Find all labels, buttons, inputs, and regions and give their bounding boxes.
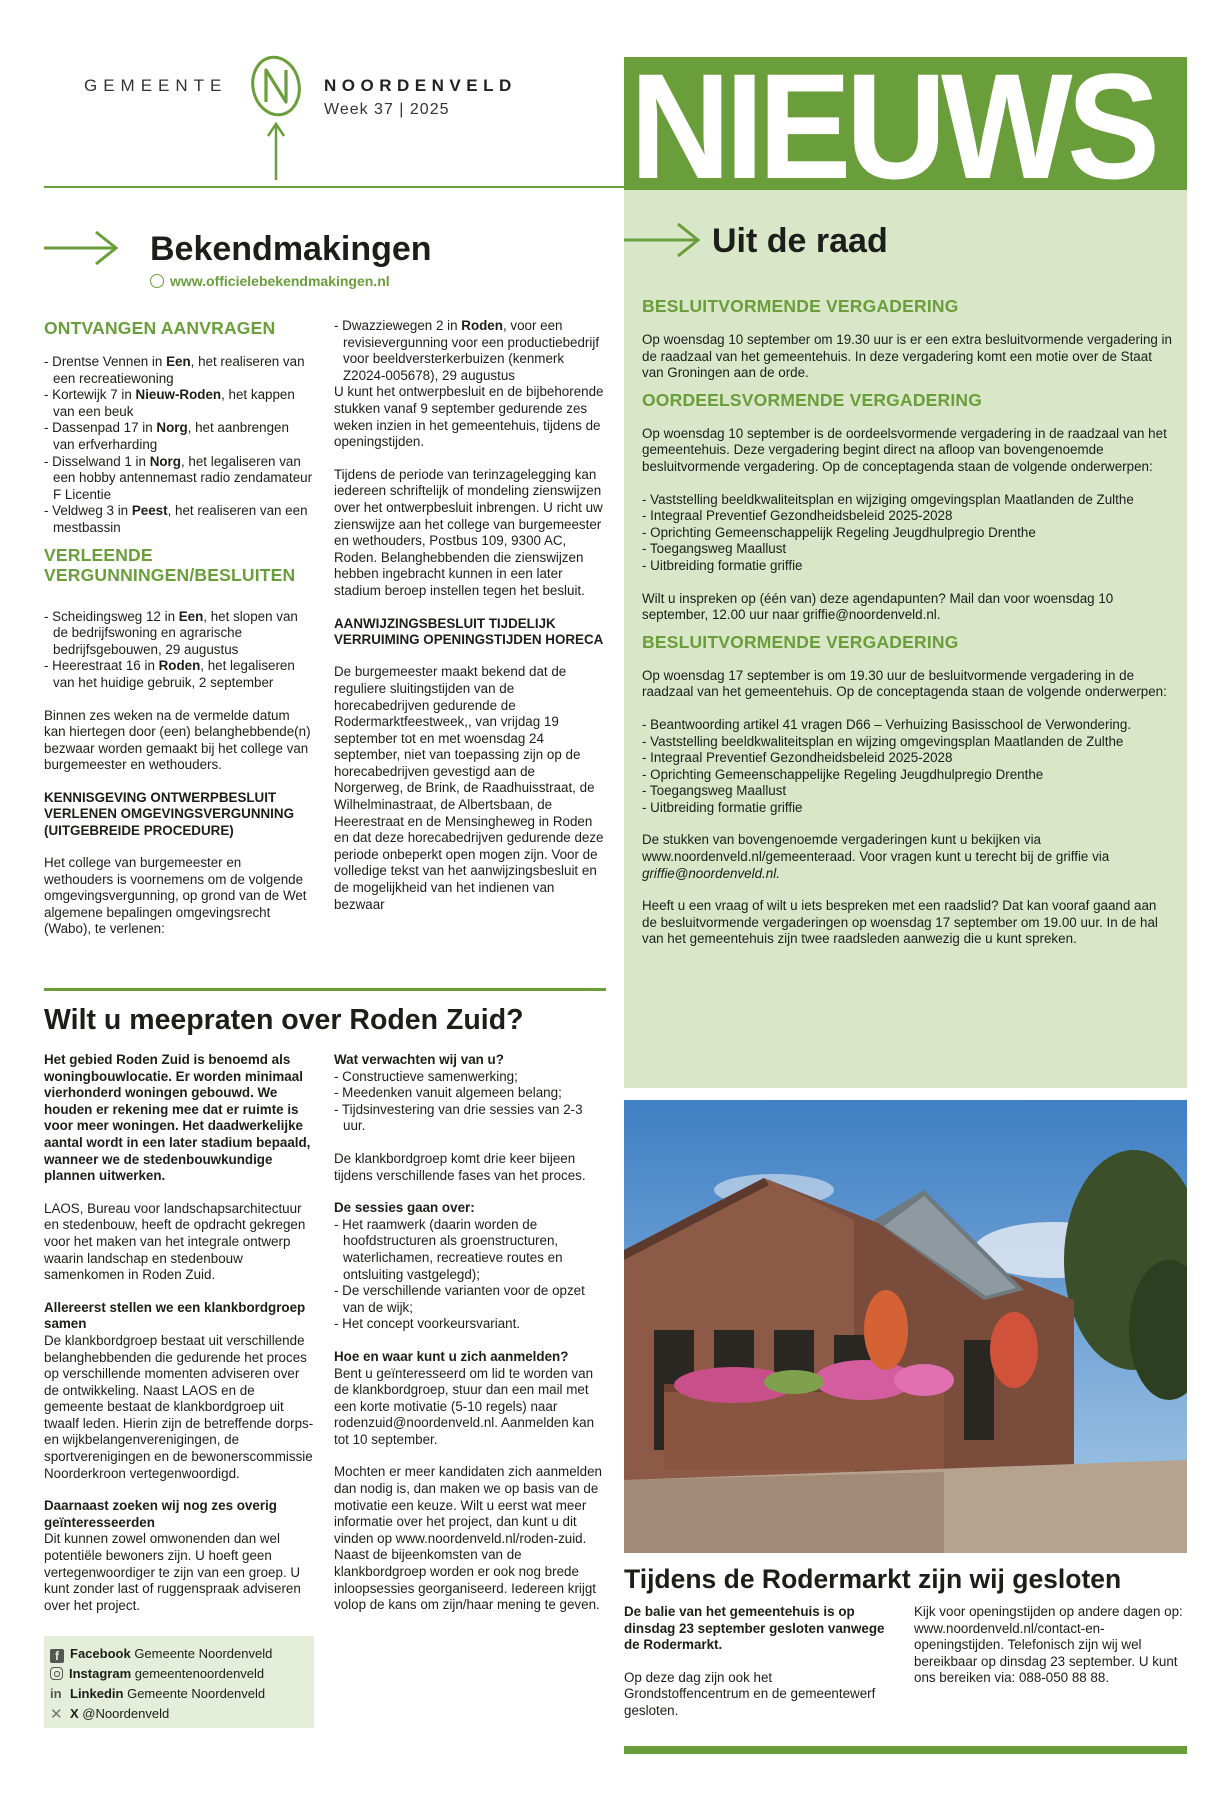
gemeentehuis-photo xyxy=(624,1100,1187,1553)
klankbord-heading: Allereerst stellen we een klankbordgroep samen xyxy=(44,1299,306,1332)
bekendmakingen-arrow-icon xyxy=(44,228,120,268)
klankbord-text: De klankbordgroep bestaat uit verschillende belanghebbenden die gedurende het proces op verschillende momenten adviseren over de ontwikkeling. Naast LAOS en de gemeente bestaat de klankbordgroep uit twaalf leden. Hierin zijn de betreffende dorps- en wijkbelangenverenigingen, de sportverenigingen en de bewonerscommissie Noorderkroon vertegenwoordigd. xyxy=(44,1332,314,1481)
bekendmakingen-column-2 xyxy=(334,318,606,913)
linkedin-icon: in xyxy=(50,1686,62,1701)
sessies-item: - Het concept voorkeursvariant. xyxy=(334,1316,521,1332)
social-x[interactable]: ✕ X @Noordenveld xyxy=(50,1706,170,1723)
oordeelsvormende-text: Op woensdag 10 september is de oordeelsvormende vergadering in de raadzaal van het gemeentehuis. Deze vergadering begint direct na afloop van bovengenoemde besluitvormende vergadering. Op de conceptagenda staan de volgende onderwerpen: xyxy=(642,425,1167,474)
roden-zuid-column-2 xyxy=(334,1052,606,1614)
social-facebook[interactable]: f Facebook Gemeente Noordenveld xyxy=(50,1644,314,1664)
bekendmakingen-column-1 xyxy=(44,318,314,938)
oordeelsvormende-heading: OORDEELSVORMENDE VERGADERING xyxy=(642,389,983,410)
gemeente-label: GEMEENTE xyxy=(84,76,228,95)
overig-heading: Daarnaast zoeken wij nog zes overig geïnteresseerden xyxy=(44,1498,277,1530)
rodermarkt-column-1 xyxy=(624,1604,896,1720)
verleende-heading: VERLEENDE VERGUNNINGEN/BESLUITEN xyxy=(44,544,296,585)
roden-zuid-column-1 xyxy=(44,1052,316,1614)
kennisgeving-heading: KENNISGEVING ONTWERPBESLUIT VERLENEN OMGEVINGSVERGUNNING (UITGEBREIDE PROCEDURE) xyxy=(44,789,294,838)
x-icon: ✕ xyxy=(50,1706,63,1723)
agenda-item: - Uitbreiding formatie griffie xyxy=(642,557,803,573)
agenda-item: - Toegangsweg Maallust xyxy=(642,783,787,799)
rodermarkt-title: Tijdens de Rodermarkt zijn wij gesloten xyxy=(624,1564,1122,1594)
oordeelsvormende-agenda xyxy=(642,492,1172,575)
agenda-item: - Beantwoording artikel 41 vragen D66 – Verhuizing Basisschool de Verwondering. xyxy=(642,716,1132,732)
roden-zuid-intro: Het gebied Roden Zuid is benoemd als woningbouwlocatie. Er worden minimaal vierhonderd woningen gebouwd. We houden er rekening mee dat er ruimte is voor meer woningen. Het daadwerkelijke aantal wordt in een later stadium bepaald, wanneer we de stedenbouwkundige plannen uitwerken. xyxy=(44,1052,311,1184)
agenda-item: - Oprichting Gemeenschappelijke Regeling Jeugdhulpregio Drenthe xyxy=(642,766,1044,782)
social-box xyxy=(44,1636,314,1728)
bekendmakingen-title: Bekendmakingen xyxy=(150,230,432,268)
aanmelden-text: Bent u geïnteresseerd om lid te worden van de klankbordgroep, stuur dan een mail met een korte motivatie (5-10 regels) naar rodenzuid@noordenveld.nl. Aanmelden kan tot 10 september. xyxy=(334,1365,595,1447)
sessies-item: - De verschillende varianten voor de opzet van de wijk; xyxy=(334,1283,585,1315)
besluitvormende-text-2: Op woensdag 17 september is om 19.30 uur de besluitvormende vergadering in de raadzaal van het gemeentehuis. Op de conceptagenda staan de volgende onderwerpen: xyxy=(642,667,1167,700)
masthead-rule xyxy=(44,186,624,188)
inspreken-text: Wilt u inspreken op (één van) deze agendapunten? Mail dan voor woensdag 10 september, 12.00 uur naar griffie@noordenveld.nl. xyxy=(642,590,1114,623)
verwachten-item: - Tijdsinvestering van drie sessies van 2-3 uur. xyxy=(334,1101,583,1134)
nieuws-banner xyxy=(624,57,1187,190)
uit-de-raad-content xyxy=(642,296,1172,948)
overig-text: Dit kunnen zowel omwonenden dan wel potentiële bewoners zijn. U hoeft geen vertegenwoordiger te zijn van een groep. U kunt zonder last of ruggenspraak adviseren over het project. xyxy=(44,1531,301,1613)
grondstoffen-text: Op deze dag zijn ook het Grondstoffencentrum en de gemeentewerf gesloten. xyxy=(624,1669,876,1718)
agenda-item: - Vaststelling beeldkwaliteitsplan en wijziging omgevingsplan Maatlanden de Zulthe xyxy=(642,491,1134,507)
section-divider xyxy=(44,988,606,991)
stukken-text: De stukken van bovengenoemde vergaderingen kunt u bekijken via www.noordenveld.nl/gemeenteraad. Voor vragen kunt u terecht bij de griffie via griffie@noordenveld.nl. xyxy=(642,832,1110,881)
week-label: Week 37 | 2025 xyxy=(324,101,450,118)
bekendmakingen-website[interactable]: www.officielebekendmakingen.nl xyxy=(150,273,390,289)
ontvangen-heading: ONTVANGEN AANVRAGEN xyxy=(44,318,276,338)
noordenveld-label: NOORDENVELD xyxy=(324,76,517,95)
verleende-list xyxy=(44,609,314,692)
social-instagram[interactable]: Instagram gemeentenoordenveld xyxy=(50,1664,314,1684)
ontvangen-list xyxy=(44,354,314,537)
uit-de-raad-title: Uit de raad xyxy=(712,222,888,260)
agenda-item: - Oprichting Gemeenschappelijk Regeling Jeugdhulpregio Drenthe xyxy=(642,524,1036,540)
besluitvormende-text-1: Op woensdag 10 september om 19.30 uur is er een extra besluitvormende vergadering in de raadzaal van het gemeentehuis. In deze vergadering komt een motie over de Staat van Groningen aan de orde. xyxy=(642,332,1172,381)
rodermarkt-column-2 xyxy=(914,1604,1186,1687)
inzien-text: U kunt het ontwerpbesluit en de bijbehorende stukken vanaf 9 september gedurende zes weken inzien in het gemeentehuis, tijdens de openingstijden. xyxy=(334,384,604,450)
aanmelden-heading: Hoe en waar kunt u zich aanmelden? xyxy=(334,1348,569,1364)
aanwijzing-heading: AANWIJZINGSBESLUIT TIJDELIJK VERRUIMING OPENINGSTIJDEN HORECA xyxy=(334,615,604,647)
rodermarkt-intro: De balie van het gemeentehuis is op dinsdag 23 september gesloten vanwege de Rodermarkt. xyxy=(624,1604,885,1653)
list-item: - Scheidingsweg 12 in Een, het slopen van de bedrijfswoning en agrarische bedrijfsgebouwen, 29 augustus xyxy=(44,608,298,657)
agenda-item: - Toegangsweg Maallust xyxy=(642,541,787,557)
uit-de-raad-arrow-icon xyxy=(624,220,702,260)
besluitvormende-agenda xyxy=(642,717,1172,817)
laos-text: LAOS, Bureau voor landschapsarchitectuur en stedenbouw, heeft de opdracht gekregen voor het maken van het integrale ontwerp waarin landschap en stedenbouw samenkomen in Roden Zuid. xyxy=(44,1200,306,1283)
footer-rule xyxy=(624,1746,1187,1754)
aanwijzing-text: De burgemeester maakt bekend dat de reguliere sluitingstijden van de horecabedrijven gedurende de Rodermarktfeestweek,, van vrijdag 19 september tot en met woensdag 24 september, niet van toepassing zijn op de horecabedrijven gevestigd aan de Norgerweg, de Brink, de Raadhuisstraat, de Wilhelminastraat, de Albertsbaan, de Heerestraat en de Mensingheweg in Roden en dat deze horecabedrijven gedurende deze periode onbeperkt open mogen zijn. Voor de volledige tekst van het aanwijzingsbesluit en de mogelijkheid van het indienen van bezwaar xyxy=(334,664,604,912)
nieuws-title: NIEUWS xyxy=(630,57,1155,190)
list-item: - Heerestraat 16 in Roden, het legaliseren van het huidige gebruik, 2 september xyxy=(44,658,295,690)
kennisgeving-text: Het college van burgemeester en wethouders is voornemens om de volgende omgevingsvergunning, op grond van de Wet algemene bepalingen omgevingsrecht (Wabo), te verlenen: xyxy=(44,855,307,937)
besluitvormende-heading-2: BESLUITVORMENDE VERGADERING xyxy=(642,631,959,652)
bezwaar-text: Binnen zes weken na de vermelde datum kan hiertegen door (een) belanghebbende(n) bezwaar worden gemaakt bij het college van burgemeester en wethouders. xyxy=(44,707,311,773)
instagram-icon xyxy=(50,1667,63,1680)
masthead xyxy=(0,0,1230,195)
agenda-item: - Integraal Preventief Gezondheidsbeleid 2025-2028 xyxy=(642,508,953,524)
agenda-item: - Integraal Preventief Gezondheidsbeleid 2025-2028 xyxy=(642,750,953,766)
sessies-item: - Het raamwerk (daarin worden de hoofdstructuren als groenstructuren, waterlichamen, recreatieve routes en ontsluiting vastgelegd); xyxy=(334,1216,563,1282)
list-item: - Dassenpad 17 in Norg, het aanbrengen van erfverharding xyxy=(44,420,289,452)
list-item: - Drentse Vennen in Een, het realiseren van een recreatiewoning xyxy=(44,354,305,386)
drie-keer-text: De klankbordgroep komt drie keer bijeen tijdens verschillende fases van het proces. xyxy=(334,1150,586,1183)
verwachten-heading: Wat verwachten wij van u? xyxy=(334,1052,504,1067)
verwachten-item: - Constructieve samenwerking; xyxy=(334,1068,518,1084)
kennisgeving-item: - Dwazziewegen 2 in Roden, voor een revisievergunning voor een productiebedrijf voor beeldversterkerbuizen (kenmerk Z2024-005678), 29 augustus xyxy=(334,318,600,383)
list-item: - Disselwand 1 in Norg, het legaliseren van een hobby antennemast radio zendamateur F Licentie xyxy=(44,453,313,502)
list-item: - Kortewijk 7 in Nieuw-Roden, het kappen van een beuk xyxy=(44,387,295,419)
raadslid-text: Heeft u een vraag of wilt u iets bespreken met een raadslid? Dat kan vooraf gaand aan de besluitvormende vergaderingen op woensdag 17 september om 19.00 uur. In de hal van het gemeentehuis zijn twee raadsleden aanwezig die u kunt spreken. xyxy=(642,898,1158,947)
social-linkedin[interactable]: in Linkedin Gemeente Noordenveld xyxy=(50,1684,314,1704)
kandidaten-text: Mochten er meer kandidaten zich aanmelden dan nodig is, dan maken we op basis van de motivatie een keuze. Wilt u eerst wat meer informatie over het project, dan kunt u dit vinden op www.noordenveld.nl/roden-zuid. Naast de bijeenkomsten van de klankbordgroep worden er ook nog brede inloopsessies georganiseerd. Iedereen krijgt volop de kans om zijn/haar mening te geven. xyxy=(334,1464,602,1613)
verwachten-item: - Meedenken vanuit algemeen belang; xyxy=(334,1085,562,1101)
sessies-heading: De sessies gaan over: xyxy=(334,1200,475,1216)
list-item: - Veldweg 3 in Peest, het realiseren van een mestbassin xyxy=(44,503,308,535)
noordenveld-logo-icon xyxy=(248,52,304,182)
griffie-email-link[interactable]: griffie@noordenveld.nl. xyxy=(642,865,780,881)
agenda-item: - Uitbreiding formatie griffie xyxy=(642,799,803,815)
roden-zuid-title: Wilt u meepraten over Roden Zuid? xyxy=(44,1004,524,1036)
facebook-icon: f xyxy=(50,1649,64,1663)
agenda-item: - Vaststelling beeldkwaliteitsplan en wijzing omgevingsplan Maatlanden de Zulthe xyxy=(642,733,1124,749)
besluitvormende-heading-1: BESLUITVORMENDE VERGADERING xyxy=(642,296,959,316)
openingstijden-text: Kijk voor openingstijden op andere dagen op: www.noordenveld.nl/contact-en-openingstijden. Telefonisch zijn wij wel bereikbaar op dinsdag 23 september. U kunt ons bereiken via: 088-050 88 88. xyxy=(914,1604,1183,1686)
globe-icon xyxy=(150,274,164,288)
zienswijze-text: Tijdens de periode van terinzagelegging kan iedereen schriftelijk of mondeling zienswijzen over het ontwerpbesluit inbrengen. U richt uw zienswijze aan het college van burgemeester en wethouders, Postbus 109, 9300 AC, Roden. Belanghebbenden die zienswijzen hebben ingebracht kunnen in een later stadium beroep instellen tegen het besluit. xyxy=(334,466,603,598)
